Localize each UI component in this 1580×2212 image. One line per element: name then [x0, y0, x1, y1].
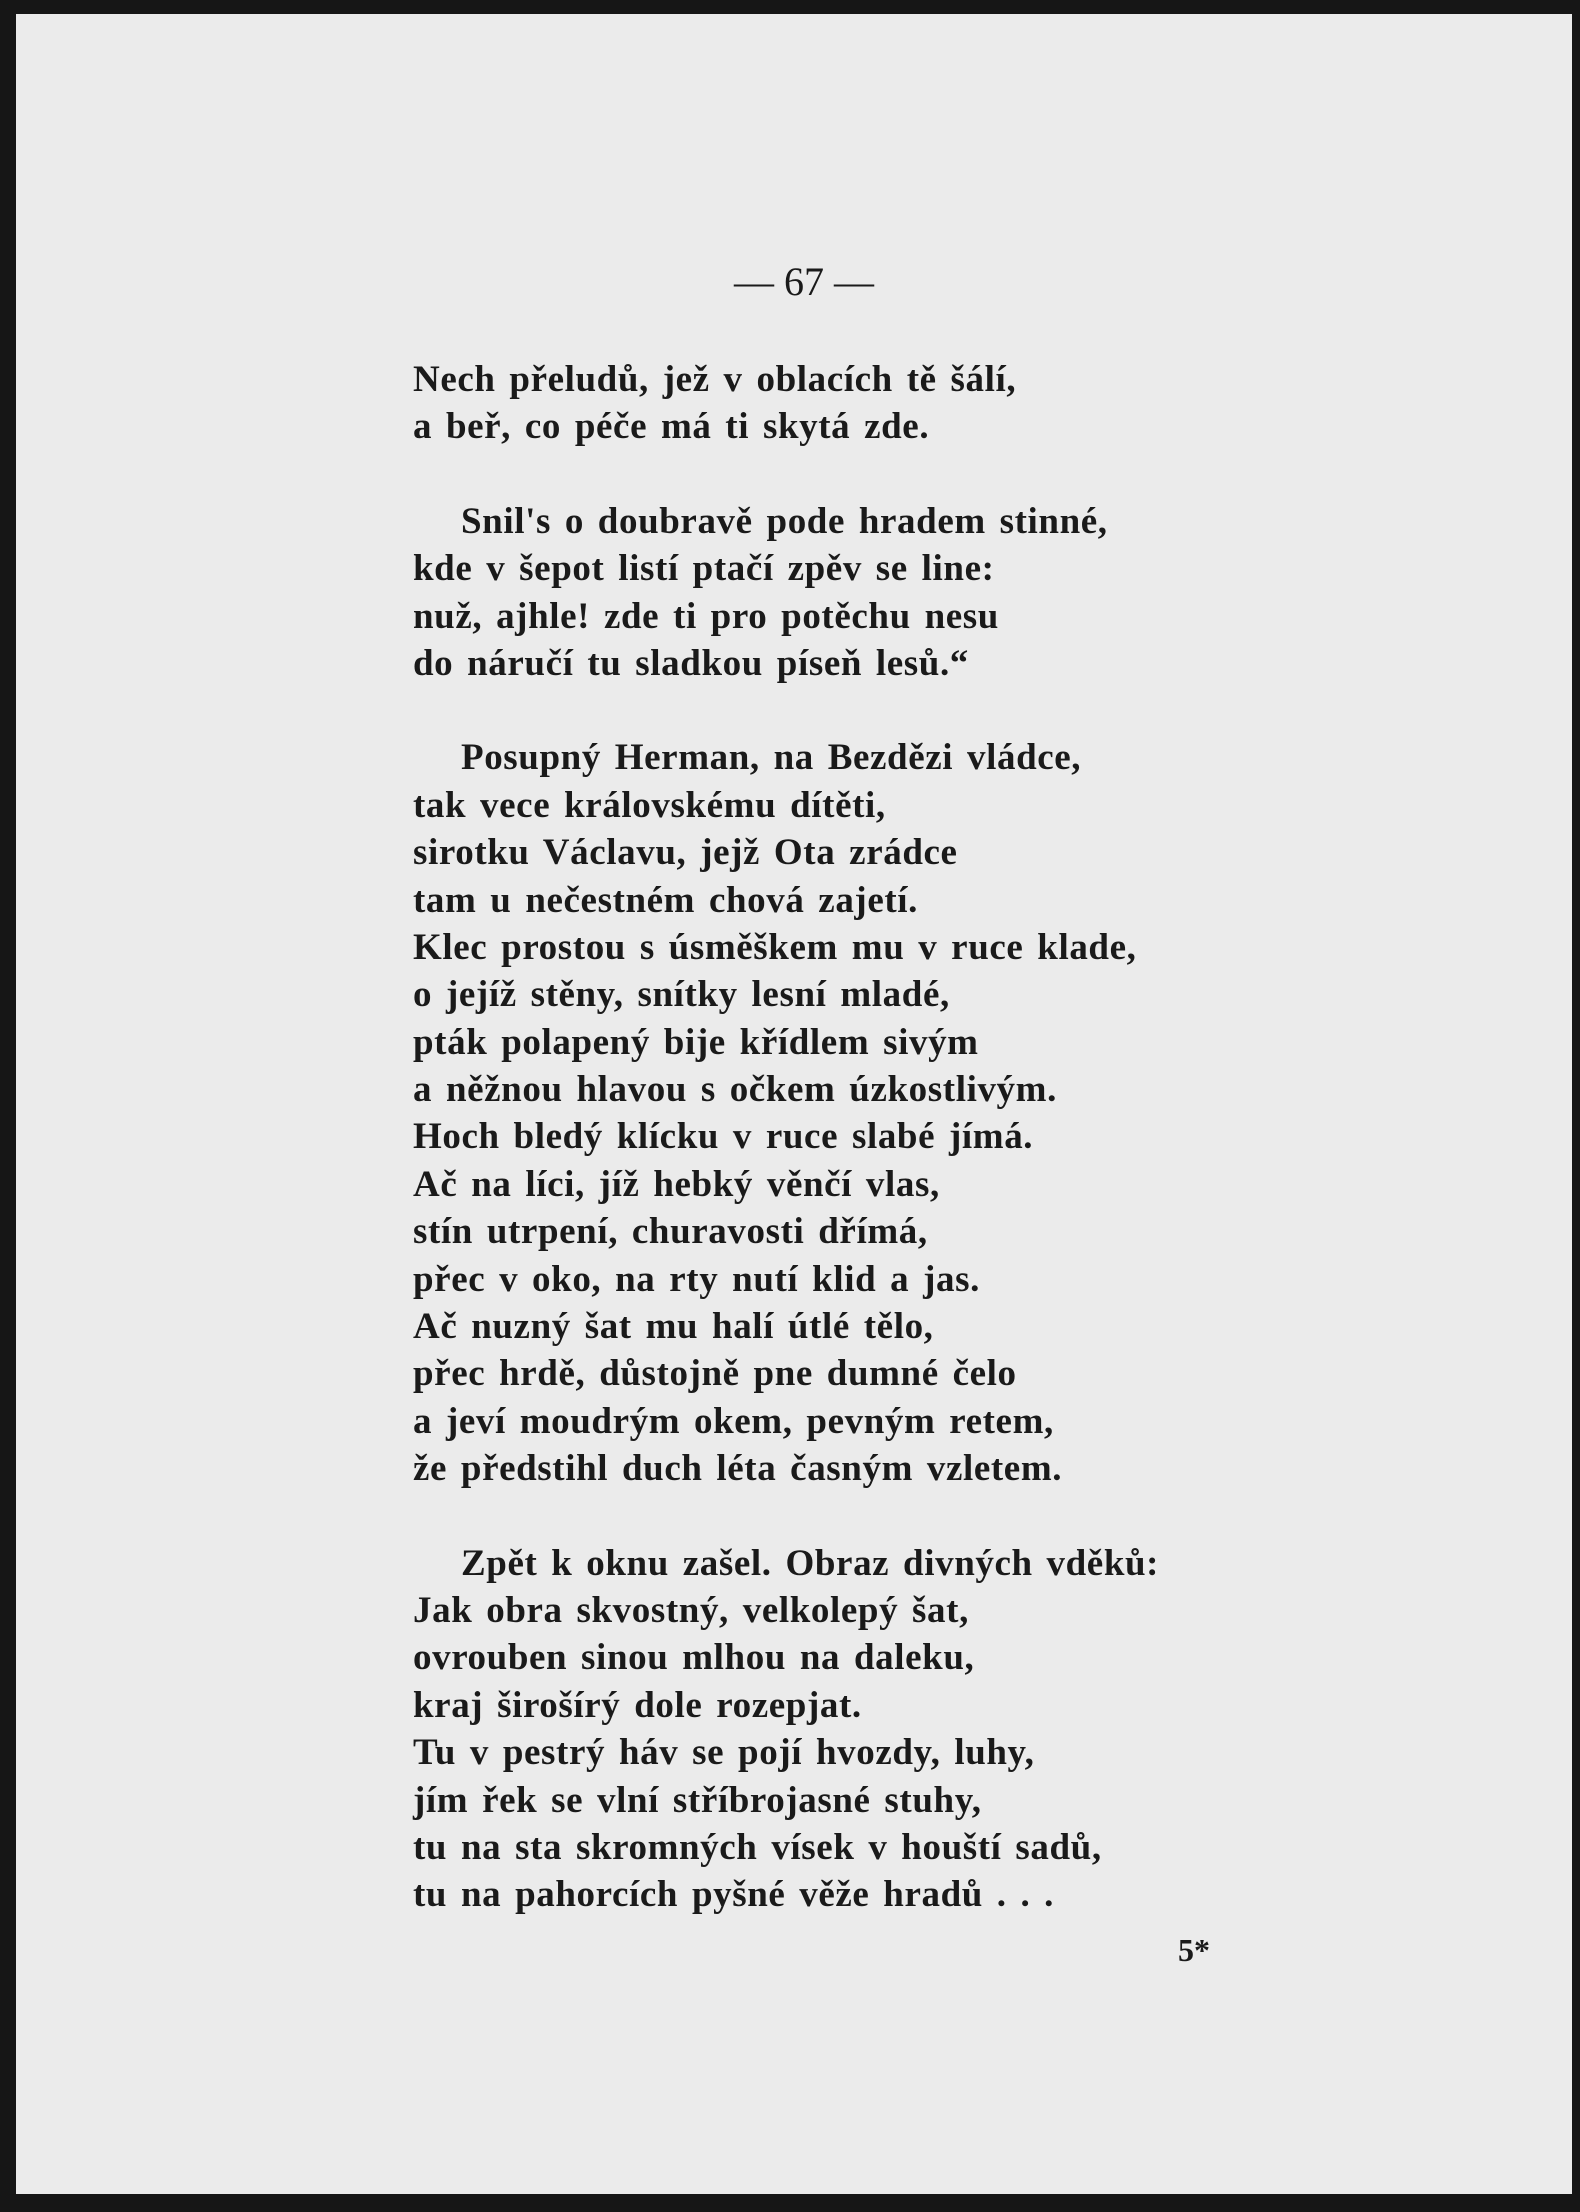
poem-text [413, 356, 1273, 1919]
poem-line: Zpět k oknu zašel. Obraz divných vděků: [461, 1542, 1160, 1584]
poem-line: sirotku Václavu, jejž Ota zrádce [413, 832, 958, 874]
poem-line: tak vece královskému dítěti, [413, 784, 886, 826]
poem-line: a jeví moudrým okem, pevným retem, [413, 1400, 1054, 1442]
scan-border [500, 2198, 1580, 2212]
poem-line: Ač na líci, jíž hebký věnčí vlas, [413, 1163, 940, 1205]
poem-line: tu na pahorcích pyšné věže hradů . . . [413, 1874, 1055, 1916]
poem-line: kraj širošírý dole rozepjat. [413, 1684, 862, 1726]
poem-line: Posupný Herman, na Bezdězi vládce, [461, 737, 1082, 779]
poem-line: přec hrdě, důstojně pne dumné čelo [413, 1353, 1017, 1395]
poem-line: ovrouben sinou mlhou na daleku, [413, 1637, 975, 1679]
poem-line: pták polapený bije křídlem sivým [413, 1021, 979, 1063]
poem-line: tu na sta skromných vísek v houští sadů, [413, 1826, 1102, 1868]
poem-line: že předstihl duch léta časným vzletem. [413, 1448, 1063, 1490]
poem-line: stín utrpení, churavosti dřímá, [413, 1211, 928, 1253]
poem-line: jím řek se vlní stříbrojasné stuhy, [413, 1779, 982, 1821]
page-number: — 67 — [734, 259, 874, 304]
poem-line: Nech přeludů, jež v oblacích tě šálí, [413, 359, 1017, 400]
book-page [16, 14, 1572, 2194]
poem-line: Jak obra skvostný, velkolepý šat, [413, 1589, 969, 1631]
stanza [413, 356, 1273, 451]
poem-line: Klec prostou s úsměškem mu v ruce klade, [413, 926, 1137, 968]
poem-line: Ač nuzný šat mu halí útlé tělo, [413, 1306, 934, 1348]
stanza [413, 498, 1273, 688]
poem-line: nuž, ajhle! zde ti pro potěchu nesu [413, 595, 999, 637]
stanza [413, 1540, 1273, 1919]
poem-line: do náručí tu sladkou píseň lesů.“ [413, 642, 969, 684]
poem-line: kde v šepot listí ptačí zpěv se line: [413, 548, 995, 590]
poem-line: a beř, co péče má ti skytá zde. [413, 406, 930, 448]
poem-line: o jejíž stěny, snítky lesní mladé, [413, 974, 950, 1016]
poem-line: a něžnou hlavou s očkem úzkostlivým. [413, 1069, 1057, 1111]
poem-line: Snil's o doubravě pode hradem stinné, [461, 500, 1108, 542]
stanza [413, 734, 1273, 1492]
poem-line: přec v oko, na rty nutí klid a jas. [413, 1258, 980, 1300]
poem-line: tam u nečestném chová zajetí. [413, 879, 919, 921]
poem-line: Hoch bledý klícku v ruce slabé jímá. [413, 1116, 1034, 1158]
signature-mark: 5* [1178, 1932, 1210, 1968]
poem-line: Tu v pestrý háv se pojí hvozdy, luhy, [413, 1732, 1035, 1774]
